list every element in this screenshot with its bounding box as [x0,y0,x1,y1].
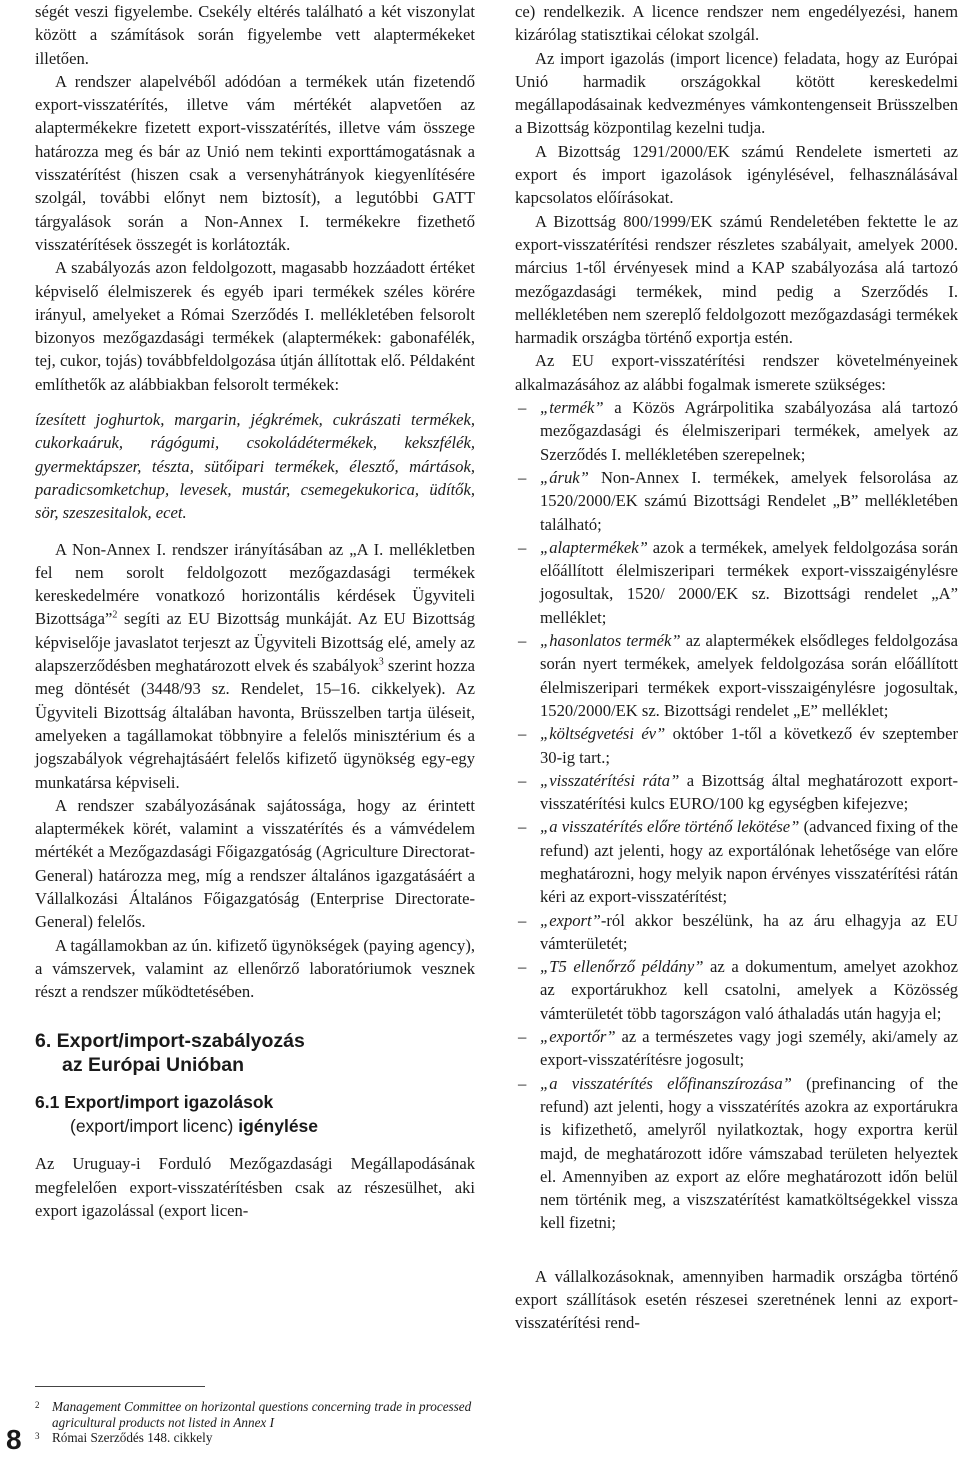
definition-text: az alaptermékek elsődleges feldolgozása során nyert termékek, amelyek feldolgozása során előállított élelmiszeripari termékek export-visszaigénylésre jogosultak, 1520/2000/EK sz. Bizottsági rendelet „E” melléklet; [540,631,959,720]
paragraph: ce) rendelkezik. A licence rendszer nem engedélyezési, hanem kizárólag statisztikai célokat szolgál. [515,2,958,45]
paragraph [35,538,475,794]
definition-term: „áruk” [540,467,589,487]
definition-list [515,396,958,1235]
footnotes [35,1399,485,1446]
paragraph: A rendszer alapelvéből adódóan a termékek után fizetendő export-visszatérítés, illetve vám mértékét alapvetően az alaptermékekre fizetett export-visszatérítés, illetve vám összege határozza meg és bár az Unió nem tekinti exporttámogatásnak a visszatérítést (hiszen csak a versenyhátrányok kiegyenlítésére szolgál, további előnyt nem biztosít), a legutóbbi GATT tárgyalások során a Non-Annex I. termékekre fizethető visszatérítések összegét is korlátozták. [35,71,475,254]
footnote [35,1430,485,1446]
definition-term: „a visszatérítés előre történő lekötése” [540,817,800,837]
definition-term: „exportőr” [540,1027,616,1047]
paragraph-text: segíti az EU Bizottság munkáját. Az EU Bizottság képviselője javaslatot terjeszt az Ügyviteli Bizottság elé, amely az alapszerződésben meghatározott elvek és szabályok [35,609,475,676]
paragraph: Az import igazolás (import licence) feladata, hogy az Európai Unió harmadik országokkal kötött kereskedelmi megállapodásainak kedvezményes vámkontengenseit Brüsszelben a Bizottság központilag kezelni tudja. [515,48,958,138]
definition-term: „termék” [540,398,604,418]
paragraph: A szabályozás azon feldolgozott, magasabb hozzáadott értéket képviselő élelmiszerek és egyéb ipari termékek széles körére irányul, amelyeket a Római Szerződés I. mellékletében felsorolt bizonyos mezőgazdasági termékek (alaptermékek: gabonafélék, tej, cukor, tojás) továbbfeldolgozása útján állítottak elő. Példaként említhetők az alábbiakban felsorolt termékek: [35,258,475,394]
definition-text: -ról akkor beszélünk, ha az áru elhagyja az EU vámterületét; [540,910,958,953]
subsection-heading-line: 6.1 Export/import igazolások [35,1092,274,1113]
subsection-heading-bold: igénylése [238,1116,319,1137]
definition-text: Non-Annex I. termékek, amelyek felsorolása az 1520/2000/EK számú Bizottsági Rendelet „B” mellékletében található; [540,467,958,534]
definition-item [515,722,958,769]
footnote-text: Management Committee on horizontal questions concerning trade in processed agricultural products not listed in Annex I [52,1399,472,1430]
right-column [515,0,958,1335]
paragraph-text: A Non-Annex I. rendszer irányításában az „A I. mellékletben fel nem sorolt feldolgozott mezőgazdasági termékek kereskedelmére vonatkozó horizontális kérdések Ügyviteli Bizottsága” [35,539,475,629]
footnote-text: Római Szerződés 148. cikkely [52,1430,213,1445]
definition-text: a Bizottság által meghatározott export-visszatérítési kulcs EURO/100 kg egységben kifejezve; [540,770,959,814]
definition-item [515,1072,958,1235]
left-column [35,0,475,1222]
definition-text: október 1-től a következő év szeptember 30-ig tart.; [540,724,958,767]
subsection-heading-line: (export/import licenc) [70,1116,239,1137]
definition-text: az a természetes vagy jogi személy, aki/amely az export-visszatérítésre jogosult; [540,1027,958,1070]
definition-item [515,815,958,908]
footnote-ref: 3 [378,656,384,668]
paragraph: A tagállamokban az ún. kifizető ügynökségek (paying agency), a vámszervek, valamint az ellenőrző laboratóriumok vesznek részt a rendszer működtetésében. [35,935,475,1002]
definition-term: „alaptermékek” [540,537,648,557]
definition-text: (advanced fixing of the refund) azt jelenti, hogy az exportálónak lehetősége van előre meghatározni, hogy melyik napon érvényes visszatérítési rátán kéri az export-visszatérítést; [540,817,958,907]
paragraph: A vállalkozásoknak, amennyiben harmadik országba történő export szállítások esetén részesei szeretnének lenni az export-visszatérítési rend- [515,1266,958,1333]
paragraph: A Bizottság 800/1999/EK számú Rendeletében fektette le az export-visszatérítési rendszer részletes szabályait, amelyek 2000. március 1-től érvényesek mind a KAP szabályozása alá tartozó mezőgazdasági termékek, mind pedig a Szerződés I. mellékletében nem szereplő feldolgozott mezőgazdasági termékek harmadik országba történő exportja estén. [515,211,958,348]
footnote-divider [35,1386,205,1387]
page-number: 8 [6,1424,22,1455]
subsection-heading [35,1090,475,1138]
paragraph-text: szerint hozza meg döntését (3448/93 sz. Rendelet, 15–16. cikkelyek). Az Ügyviteli Bizottság általában havonta, Brüsszelben tartja üléseit, amelyeken a tagállamokat többnyire a felelős minisztérium és a jogszabályok végrehajtásáért felelős kifizető ügynökség egy-egy munkatársa képviseli. [35,656,475,792]
definition-item [515,1025,958,1072]
definition-text: az a dokumentum, amelyet azokhoz az exportárukhoz kell csatolni, amelyek a Közösség vámterületét több tagországon való áthaladás után hagyja el; [540,957,958,1023]
paragraph: Az EU export-visszatérítési rendszer követelményeinek alkalmazásához az alábbi fogalmak ismerete szükséges: [515,351,958,394]
definition-term: „hasonlatos termék” [540,631,681,651]
definition-item [515,955,958,1025]
definition-term: „a visszatérítés előfinanszírozása” [540,1073,792,1093]
footnote-mark: 3 [35,1431,40,1441]
definition-item [515,909,958,956]
definition-item [515,629,958,722]
footnote-mark: 2 [35,1400,40,1410]
definition-item [515,396,958,466]
product-examples-list: ízesített joghurtok, margarin, jégkrémek, cukrászati termékek, cukorkaáruk, rágógumi, csokoládétermékek, kekszfélék, gyermektápszer, tészta, sütőipari termékek, élesztő, mártások, paradicsomketchup, levesek, mustár, csemegekukorica, üdítők, sör, szeszesitalok, ecet. [35,410,475,523]
paragraph: A Bizottság 1291/2000/EK számú Rendelete ismerteti az export és import igazolások igénylésével, felhasználásával kapcsolatos előírásokat. [515,141,958,208]
definition-text: azok a termékek, amelyek feldolgozása során előállított élelmiszeripari termékek export-visszaigénylésre jogosultak, 1520/ 2000/EK sz. Bizottsági rendelet „A” melléklet; [540,537,958,627]
footnote [35,1399,485,1430]
definition-text: (prefinancing of the refund) azt jelenti, hogy a visszatérítés azokra az exportárukra is kifizethető, amelyről nyilatkoztak, hogy exportra kerül majd, de meghatározott időre vámszabad területen helyeztek el. Amennyiben az export az előre meghatározott időn belül nem történik meg, a viszszatérítést kamatköltségekkel vissza kell fizetni; [540,1073,958,1233]
definition-item [515,536,958,629]
section-heading-line: az Európai Unióban [62,1054,245,1077]
definition-term: „visszatérítési ráta” [540,770,680,790]
definition-text: a Közös Agrárpolitika szabályozása alá tartozó mezőgazdasági és élelmiszeripari termékek, amelyek az Szerződés I. mellékletében szerepelnek; [540,398,958,464]
definition-term: „export” [540,910,601,930]
definition-term: „T5 ellenőrző példány” [540,957,704,977]
section-heading [35,1029,475,1077]
definition-item [515,769,958,816]
footnote-ref: 2 [112,609,118,621]
definition-term: „költségvetési év” [540,724,666,744]
paragraph: Az Uruguay-i Forduló Mezőgazdasági Megállapodásának megfelelően export-visszatérítésben csak az részesülhet, aki export igazolással (export licen- [35,1154,475,1221]
section-heading-line: 6. Export/import-szabályozás [35,1030,305,1053]
paragraph: ségét veszi figyelembe. Csekély eltérés található a két viszonylat között a számítások során figyelembe vett alaptermékeket illetően. [35,2,475,68]
paragraph: A rendszer szabályozásának sajátossága, hogy az érintett alaptermékek körét, valamint a visszatérítés és a vámvédelem mértékét a Mezőgazdasági Főigazgatóság (Agriculture Directorat-General) határozza meg, míg a rendszer általános igazgatásáért a Vállalkozási Általános Főigazgatóság (Enterprise Directorate-General) felelős. [35,795,476,932]
definition-item [515,466,958,536]
